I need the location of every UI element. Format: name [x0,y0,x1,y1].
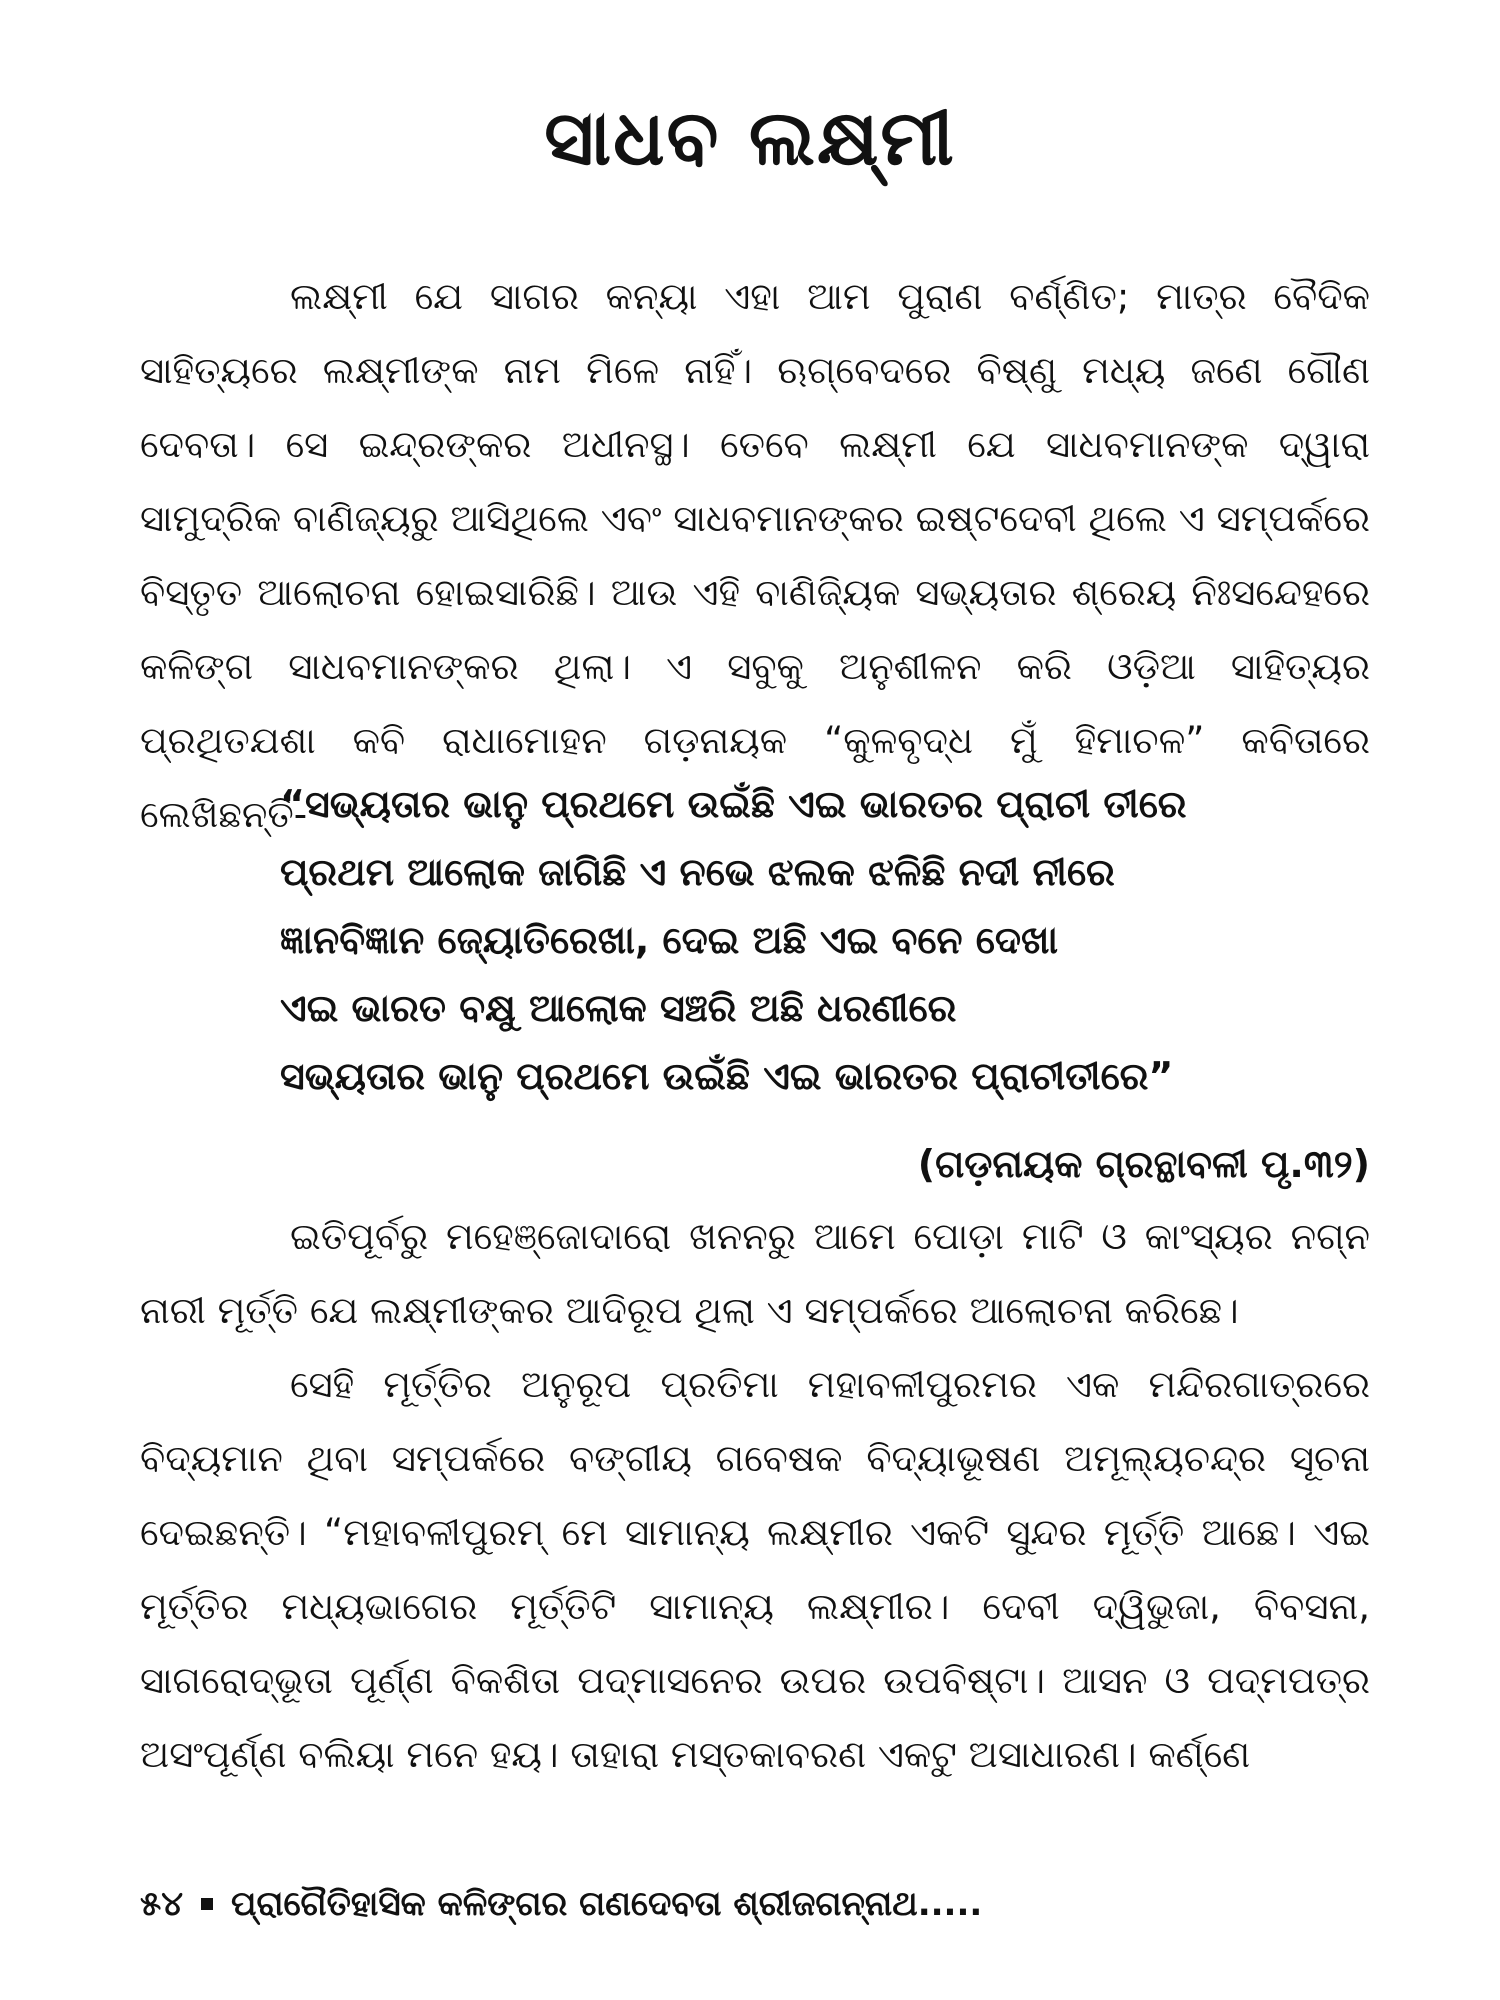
poem-citation: (ଗଡ଼ନାୟକ ଗ୍ରନ୍ଥାବଳୀ ପୃ.୩୨) [917,1142,1370,1186]
page-footer [140,1880,1370,1928]
poem-line-1: “ସଭ୍ୟତାର ଭାନୁ ପ୍ରଥମେ ଉଇଁଛି ଏଇ ଭାରତର ପ୍ରାଚୀ ତୀରେ [280,782,1187,826]
page-title: ସାଧବ ଲକ୍ଷ୍ମୀ [544,93,956,182]
bullet-icon [201,1898,213,1910]
poem-line-4: ଏଇ ଭାରତ ବକ୍ଷୁ ଆଲୋକ ସଞ୍ଚରି ଅଛି ଧରଣୀରେ [280,986,957,1030]
poem-quote [280,770,1360,1110]
page-number: ୫୪ [140,1884,184,1924]
paragraph-intro: ଲକ୍ଷ୍ମୀ ଯେ ସାଗର କନ୍ୟା ଏହା ଆମ ପୁରାଣ ବର୍ଣ୍ଣିତ; ମାତ୍ର ବୈଦିକ ସାହିତ୍ୟରେ ଲକ୍ଷ୍ମୀଙ୍କ ନାମ ମିଳେ ନାହିଁ। ଋଗ୍‌ବେଦରେ ବିଷ୍ଣୁ ମଧ୍ୟ ଜଣେ ଗୌଣ ଦେବତା। ସେ ଇନ୍ଦ୍ରଙ୍କର ଅଧୀନସ୍ଥ। ତେବେ ଲକ୍ଷ୍ମୀ ଯେ ସାଧବମାନଙ୍କ ଦ୍ୱାରା ସାମୁଦ୍ରିକ ବାଣିଜ୍ୟରୁ ଆସିଥିଲେ ଏବଂ ସାଧବମାନଙ୍କର ଇଷ୍ଟଦେବୀ ଥିଲେ ଏ ସମ୍ପର୍କରେ ବିସ୍ତୃତ ଆଲୋଚନା ହୋଇସାରିଛି। ଆଉ ଏହି ବାଣିଜ୍ୟିକ ସଭ୍ୟତାର ଶ୍ରେୟ ନିଃସନ୍ଦେହରେ କଳିଙ୍ଗ ସାଧବମାନଙ୍କର ଥିଲା। ଏ ସବୁକୁ ଅନୁଶୀଳନ କରି ଓଡ଼ିଆ ସାହିତ୍ୟର ପ୍ରଥିତଯଶା କବି ରାଧାମୋହନ ଗଡ଼ନାୟକ “କୁଳବୃଦ୍ଧ ମୁଁ ହିମାଚଳ” କବିତାରେ ଲେଖିଛନ୍ତି- [140,275,1370,836]
paragraph-mahabalipuram: ସେହି ମୂର୍ତ୍ତିର ଅନୁରୂପ ପ୍ରତିମା ମହାବଳୀପୁରମର ଏକ ମନ୍ଦିରଗାତ୍ରରେ ବିଦ୍ୟମାନ ଥିବା ସମ୍ପର୍କରେ ବଙ୍ଗୀୟ ଗବେଷକ ବିଦ୍ୟାଭୂଷଣ ଅମୂଲ୍ୟଚନ୍ଦ୍ର ସୂଚନା ଦେଇଛନ୍ତି। “ମହାବଳୀପୁରମ୍ ମେ ସାମାନ୍ୟ ଲକ୍ଷ୍ମୀର ଏକଟି ସୁନ୍ଦର ମୂର୍ତ୍ତି ଆଛେ। ଏଇ ମୂର୍ତ୍ତିର ମଧ୍ୟଭାଗେର ମୂର୍ତ୍ତିଟି ସାମାନ୍ୟ ଲକ୍ଷ୍ମୀର। ଦେବୀ ଦ୍ୱିଭୁଜା, ବିବସନା, ସାଗରୋଦ୍ଭୂତା ପୂର୍ଣ୍ଣ ବିକଶିତା ପଦ୍ମାସନେର ଉପର ଉପବିଷ୍ଟା। ଆସନ ଓ ପଦ୍ମପତ୍ର ଅସଂପୂର୍ଣ୍ଣ ବଲିୟା ମନେ ହୟ। ତାହାରା ମସ୍ତକାବରଣ ଏକଟୁ ଅସାଧାରଣ। କର୍ଣ୍ଣେ [140,1363,1370,1776]
poem-line-2: ପ୍ରଥମ ଆଲୋକ ଜାଗିଛି ଏ ନଭେ ଝଲକ ଝଳିଛି ନଦୀ ନୀରେ [280,850,1115,894]
poem-line-5: ସଭ୍ୟତାର ଭାନୁ ପ୍ରଥମେ ଉଇଁଛି ଏଇ ଭାରତର ପ୍ରାଚୀତୀରେ” [280,1054,1174,1098]
paragraph-excavation: ଇତିପୂର୍ବରୁ ମହେଞ୍ଜୋଦାରୋ ଖନନରୁ ଆମେ ପୋଡ଼ା ମାଟି ଓ କାଂସ୍ୟର ନଗ୍ନ ନାରୀ ମୂର୍ତ୍ତି ଯେ ଲକ୍ଷ୍ମୀଙ୍କର ଆଦିରୂପ ଥିଲା ଏ ସମ୍ପର୍କରେ ଆଲୋଚନା କରିଛେ। [140,1215,1370,1332]
running-book-title: ପ୍ରାଗୈତିହାସିକ କଳିଙ୍ଗର ଗଣଦେବତା ଶ୍ରୀଜଗନ୍ନାଥ..... [231,1884,983,1924]
poem-line-3: ଜ୍ଞାନବିଜ୍ଞାନ ଜ୍ୟୋତିରେଖା, ଦେଇ ଅଛି ଏଇ ବନେ ଦେଖା [280,918,1059,962]
